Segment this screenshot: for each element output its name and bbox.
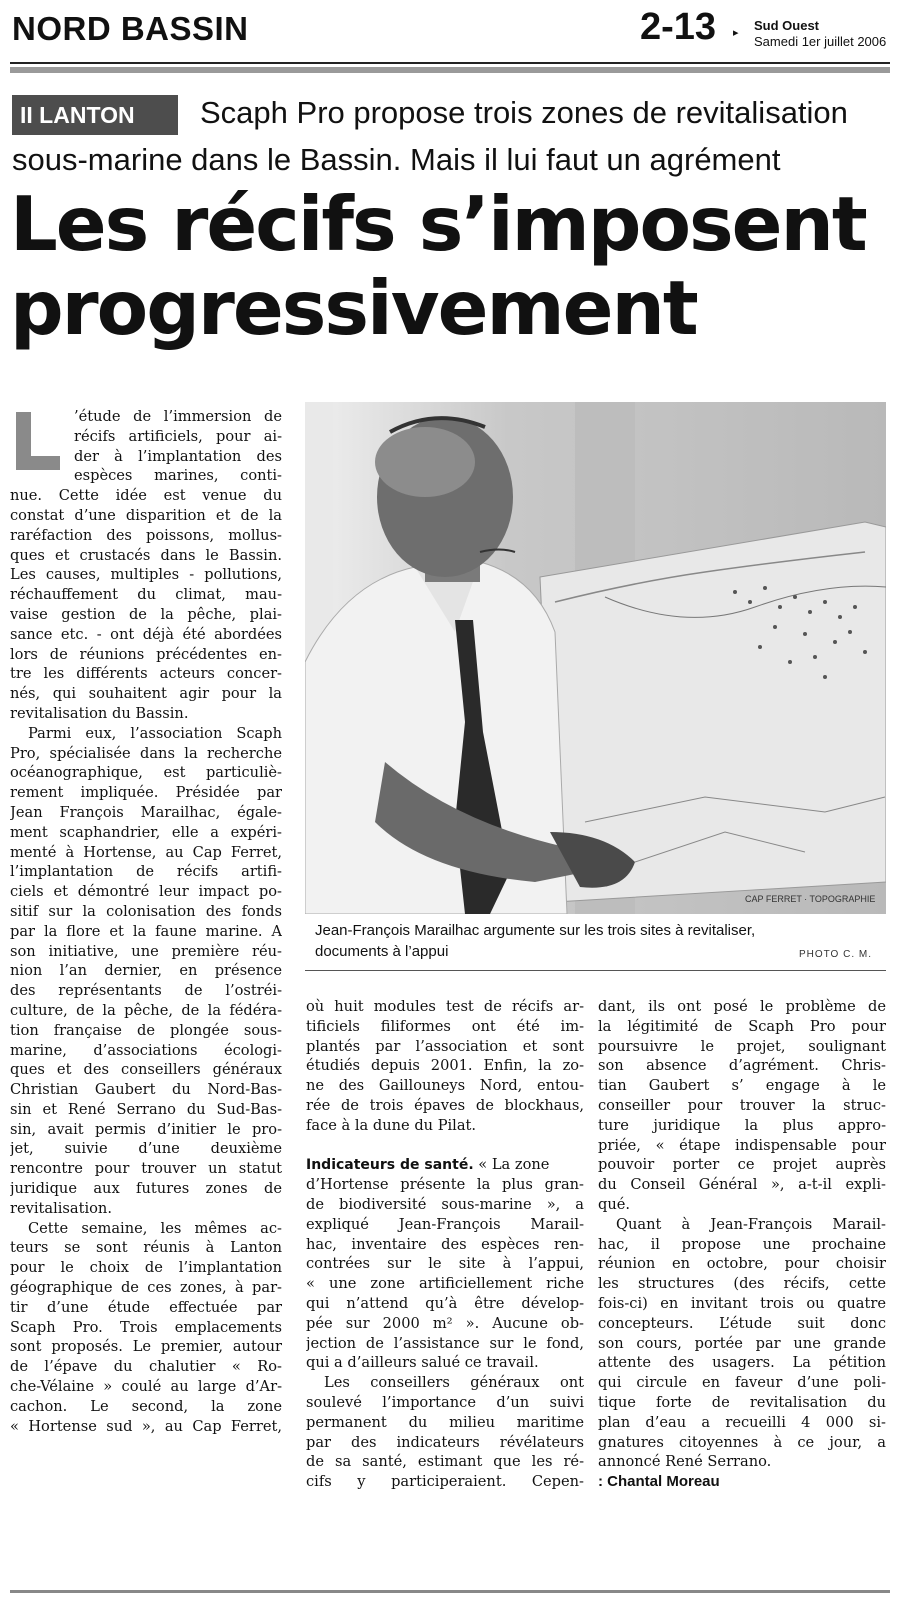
text-line: ment scaphandrier, elle a expéri- bbox=[10, 823, 282, 841]
article-column-1 bbox=[10, 407, 282, 1436]
section-title: NORD BASSIN bbox=[12, 10, 249, 47]
text-line-spacer bbox=[306, 1136, 584, 1156]
map-label: CAP FERRET · TOPOGRAPHIE bbox=[745, 894, 876, 904]
text-line: culture, de la pêche, de la fédéra- bbox=[10, 1001, 282, 1019]
text-line: sance etc. - ont déjà été abordées bbox=[10, 625, 282, 643]
text-line: jection de l’assistance sur le fond, bbox=[306, 1334, 584, 1352]
text-line: géographique de ces zones, à par- bbox=[10, 1279, 282, 1297]
text-line: sont proposés. Le premier, autour bbox=[10, 1338, 282, 1356]
text-line: plan d’eau a recueilli 4 000 si- bbox=[598, 1413, 886, 1431]
text-line: océanographique, est particuliè- bbox=[10, 764, 282, 782]
text-line: tian Gaubert s’ engage à le bbox=[598, 1077, 886, 1095]
headline-line-1: Les récifs s’imposent bbox=[10, 180, 866, 268]
text-line: annoncé René Serrano. bbox=[598, 1453, 772, 1471]
text-line: où huit modules test de récifs ar- bbox=[306, 998, 584, 1015]
author-signature: : Chantal Moreau bbox=[598, 1473, 720, 1491]
text-line: face à la dune du Pilat. bbox=[306, 1116, 477, 1134]
text-line: de l’épave du chalutier « Ro- bbox=[10, 1358, 282, 1376]
text-line: rée de trois épaves de blockhaus, bbox=[306, 1096, 584, 1114]
arrow-icon: ▸ bbox=[733, 26, 739, 39]
text-line: ciels et démontré leur impact po- bbox=[10, 883, 282, 901]
text-line: tificiels filiformes ont été im- bbox=[306, 1017, 584, 1035]
text-line: étudiés depuis 2001. Enfin, la zo- bbox=[306, 1057, 584, 1075]
text-line: « une zone artificiellement riche bbox=[306, 1275, 584, 1293]
text-line: constat d’une disparition et de la bbox=[10, 506, 282, 524]
text-line: conseiller pour trouver la struc- bbox=[598, 1096, 886, 1114]
text-line: tir d’une étude effectuée par bbox=[10, 1298, 282, 1316]
text-line: de sa santé, estimant que les ré- bbox=[306, 1453, 584, 1471]
text-line: ne des Gaillouneys Nord, entou- bbox=[306, 1077, 584, 1095]
footer-rule bbox=[10, 1590, 890, 1593]
text-line: ’étude de l’immersion de bbox=[74, 408, 282, 425]
text-line: qui n’attend qu’à être dévelop- bbox=[306, 1294, 584, 1312]
text-line: sin et René Serrano du Sud-Bas- bbox=[10, 1100, 282, 1118]
text-line: nés, qui souhaitent agir pour la bbox=[10, 685, 282, 703]
article-photo bbox=[305, 402, 886, 914]
text-line: nion l’an dernier, en présence bbox=[10, 962, 282, 980]
text-line: qué. bbox=[598, 1195, 631, 1213]
text-line: poursuivre le projet, soulignant bbox=[598, 1037, 886, 1055]
text-line: plantés par l’association et sont bbox=[306, 1037, 584, 1055]
text-line: qui a d’ailleurs salué ce travail. bbox=[306, 1354, 539, 1372]
text-line: réunion en octobre, pour choisir bbox=[598, 1255, 886, 1273]
text-line: « Hortense sud », au Cap Ferret, bbox=[10, 1417, 282, 1435]
text-line: l’implantation de récifs artifi- bbox=[10, 863, 282, 881]
text-line: nue. Cette idée est venue du bbox=[10, 487, 282, 505]
text-line: ture juridique la plus appro- bbox=[598, 1116, 886, 1134]
text-line: des représentants de l’ostréi- bbox=[10, 982, 282, 1000]
text-line: qui circule en faveur d’une poli- bbox=[598, 1374, 886, 1392]
text-line: revitalisation du Bassin. bbox=[10, 704, 189, 722]
text-line: son initiative, une première réu- bbox=[10, 942, 282, 960]
text-line: Quant à Jean-François Marail- bbox=[616, 1215, 886, 1233]
text-line: de biodiversité sous-marine », a bbox=[306, 1195, 584, 1213]
text-line: la légitimité de Scaph Pro pour bbox=[598, 1017, 886, 1035]
text-line: du Conseil Général », a-t-il expli- bbox=[598, 1176, 886, 1194]
text-line: marine, d’associations écologi- bbox=[10, 1041, 282, 1059]
page-number: 2-13 bbox=[640, 6, 717, 48]
text-line: menté à Hortense, au Cap Ferret, bbox=[10, 843, 282, 861]
text-line: Christian Gaubert du Nord-Bas- bbox=[10, 1081, 282, 1099]
text-line: raréfaction des poissons, mollus- bbox=[10, 526, 282, 544]
text-line: Scaph Pro. Trois emplacements bbox=[10, 1318, 282, 1336]
issue-date: Samedi 1er juillet 2006 bbox=[754, 34, 887, 49]
photo-caption bbox=[305, 914, 886, 971]
text-line: soulevé l’importance d’un suivi bbox=[306, 1393, 584, 1411]
text-line: pour le choix de l’implantation bbox=[10, 1259, 282, 1277]
text-line: attente des usagers. La pétition bbox=[598, 1354, 886, 1372]
text-line: lors de réunions précédentes en- bbox=[10, 645, 282, 663]
text-line: d’Hortense présente la plus gran- bbox=[306, 1176, 584, 1194]
text-line: Cette semaine, les mêmes ac- bbox=[28, 1219, 282, 1237]
text-line: fois-ci) en invitant trois ou quatre bbox=[598, 1294, 886, 1312]
text-line: juridique aux futures zones de bbox=[10, 1180, 282, 1198]
text-line: par la flore et la faune marine. A bbox=[10, 922, 282, 940]
text-line: pouvoir porter ce projet auprès bbox=[598, 1156, 886, 1174]
text-line: espèces marines, conti- bbox=[74, 467, 282, 485]
text-line: cifs y participeraient. Cepen- bbox=[306, 1473, 584, 1491]
text-line: par des indicateurs révélateurs bbox=[306, 1433, 584, 1451]
text-line: ques et des conseillers généraux bbox=[10, 1061, 282, 1079]
text-line: concepteurs. L’étude suit donc bbox=[598, 1314, 886, 1332]
text-line: sin, avait permis d’initier le pro- bbox=[10, 1120, 282, 1138]
caption-line-2: documents à l’appui bbox=[315, 943, 449, 960]
headline-line-2: progressivement bbox=[10, 264, 697, 352]
header-band bbox=[10, 67, 890, 73]
text-line: hac, inventaire des espèces ren- bbox=[306, 1235, 584, 1253]
header-rule bbox=[10, 62, 890, 64]
text-line: der à l’implantation des bbox=[74, 447, 282, 465]
text-line: son cours, portée par une grande bbox=[598, 1334, 886, 1352]
text-line bbox=[306, 1155, 584, 1175]
photo-credit: PHOTO C. M. bbox=[798, 949, 872, 960]
text-line: Jean François Marailhac, égale- bbox=[10, 803, 282, 821]
text-line: permanent du milieu maritime bbox=[306, 1413, 584, 1431]
text-line: tique forte de revitalisation du bbox=[598, 1393, 886, 1411]
presenter-with-map-icon bbox=[305, 402, 886, 914]
caption-line-1: Jean-François Marailhac argumente sur les trois sites à revitaliser, bbox=[315, 922, 756, 939]
text-line: vaise gestion de la pêche, plai- bbox=[10, 605, 282, 623]
text-line: récifs artificiels, pour ai- bbox=[74, 427, 282, 445]
text-line: priée, « étape indispensable pour bbox=[598, 1136, 886, 1154]
subheading: Indicateurs de santé. bbox=[306, 1157, 474, 1174]
text-line: Les conseillers généraux ont bbox=[324, 1374, 584, 1392]
text-line: les structures (des récifs, cette bbox=[598, 1275, 886, 1293]
text-line: Pro, spécialisée dans la recherche bbox=[10, 744, 282, 762]
text-line: gnatures citoyennes à ce jour, a bbox=[598, 1433, 886, 1451]
kicker-line-1: Scaph Pro propose trois zones de revitalisation bbox=[200, 95, 848, 130]
text-line: teurs se sont réunis à Lanton bbox=[10, 1239, 282, 1257]
text-line: ques et crustacés dans le Bassin. bbox=[10, 546, 282, 564]
text-line: rencontre pour trouver un statut bbox=[10, 1160, 282, 1178]
text-line: che-Vélaine » coulé au large d’Ar- bbox=[10, 1378, 282, 1396]
text-line: pée sur 2000 m² ». Aucune ob- bbox=[306, 1314, 584, 1332]
text-line: Les causes, multiples - pollutions, bbox=[10, 566, 282, 584]
text-line: réchauffement du climat, mau- bbox=[10, 586, 282, 604]
kicker-line-2: sous-marine dans le Bassin. Mais il lui faut un agrément bbox=[12, 142, 781, 177]
text-line: revitalisation. bbox=[10, 1199, 112, 1217]
text-line: Parmi eux, l’association Scaph bbox=[28, 724, 282, 742]
text-line: dant, ils ont posé le problème de bbox=[598, 998, 886, 1015]
text-line-rest: « La zone bbox=[478, 1156, 550, 1174]
newspaper-name: Sud Ouest bbox=[754, 18, 820, 33]
text-line: cachon. Le second, la zone bbox=[10, 1397, 282, 1415]
location-tag: II LANTON bbox=[12, 95, 178, 135]
text-line: rement impliquée. Présidée par bbox=[10, 784, 282, 802]
text-line: tion française de plongée sous- bbox=[10, 1021, 282, 1039]
article-column-2 bbox=[306, 997, 584, 1492]
text-line: son absence d’agrément. Chris- bbox=[598, 1057, 886, 1075]
text-line: hac, il propose une prochaine bbox=[598, 1235, 886, 1253]
text-line: contrées sur le site à l’appui, bbox=[306, 1255, 584, 1273]
text-line: tre les différents acteurs concer- bbox=[10, 665, 282, 683]
text-line: sitif sur la colonisation des fonds bbox=[10, 902, 282, 920]
article-column-3 bbox=[598, 997, 886, 1492]
text-line: expliqué Jean-François Marail- bbox=[306, 1215, 584, 1233]
text-line: jet, suivie d’une deuxième bbox=[10, 1140, 282, 1158]
